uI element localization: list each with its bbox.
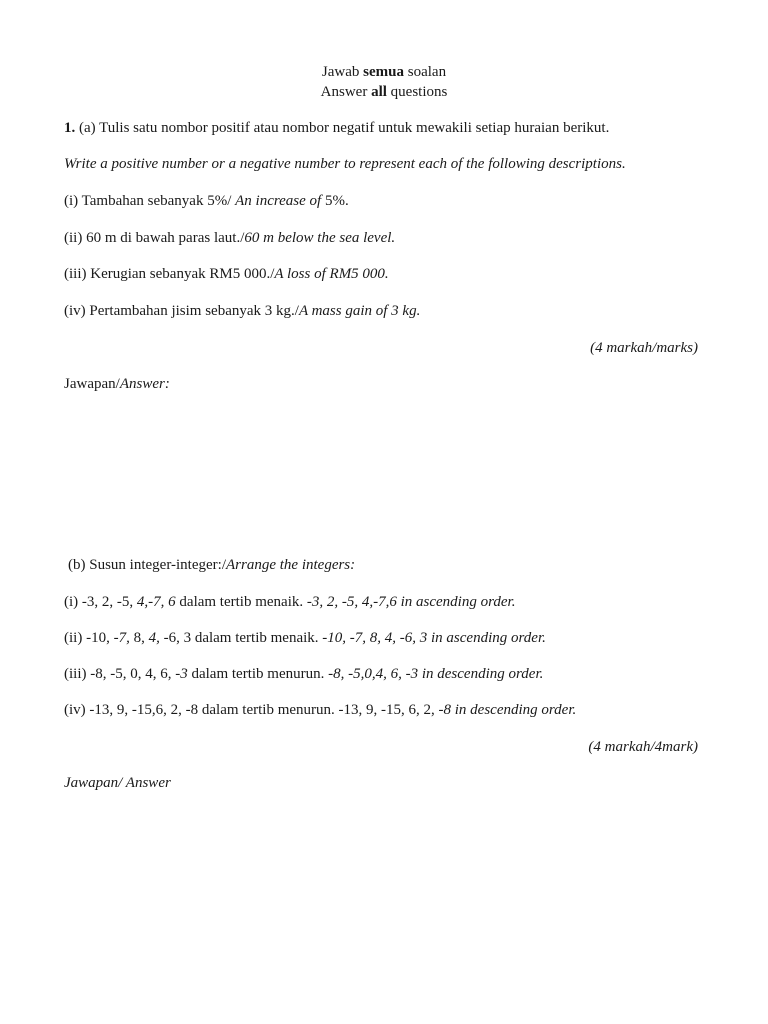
answer-label-1b: Jawapan/ Answer [64, 775, 171, 791]
instructions-header [0, 62, 768, 102]
question-1a-malay: 1. (a) Tulis satu nombor positif atau nombor negatif untuk mewakili setiap huraian berikut. [64, 120, 610, 136]
question-number: 1. [64, 120, 76, 136]
question-1b-item-iii: (iii) -8, -5, 0, 4, 6, -3 dalam tertib menurun. -8, -5,0,4, 6, -3 in descending order. [64, 666, 544, 682]
question-1a-english: Write a positive number or a negative number to represent each of the following descriptions. [64, 156, 626, 172]
question-1b-item-i: (i) -3, 2, -5, 4,-7, 6 dalam tertib menaik. -3, 2, -5, 4,-7,6 in ascending order. [64, 594, 516, 610]
question-1b-item-ii: (ii) -10, -7, 8, 4, -6, 3 dalam tertib menaik. -10, -7, 8, 4, -6, 3 in ascending order. [64, 630, 546, 646]
instruction-malay: Jawab semua soalan [321, 64, 447, 80]
question-1a-item-ii: (ii) 60 m di bawah paras laut./60 m below the sea level. [64, 230, 396, 246]
question-1a-item-iii: (iii) Kerugian sebanyak RM5 000./A loss of RM5 000. [64, 266, 389, 282]
marks-1b: (4 markah/4mark) [588, 739, 698, 755]
question-1a-item-i: (i) Tambahan sebanyak 5%/ An increase of 5%. [64, 193, 349, 209]
marks-1a: (4 markah/marks) [590, 340, 698, 356]
answer-label-1a: Jawapan/Answer: [64, 376, 170, 392]
instruction-english: Answer all questions [320, 84, 448, 100]
question-1b-heading: (b) Susun integer-integer:/Arrange the integers: [68, 557, 356, 573]
question-1a-item-iv: (iv) Pertambahan jisim sebanyak 3 kg./A mass gain of 3 kg. [64, 303, 421, 319]
question-1b-item-iv: (iv) -13, 9, -15,6, 2, -8 dalam tertib menurun. -13, 9, -15, 6, 2, -8 in descending order. [64, 702, 577, 718]
